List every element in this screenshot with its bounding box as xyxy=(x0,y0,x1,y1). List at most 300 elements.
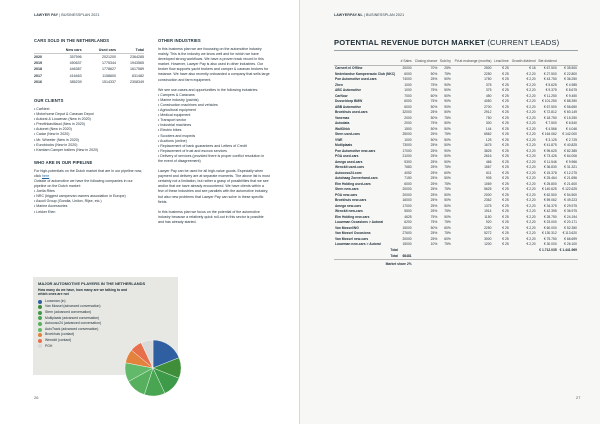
legend-dot xyxy=(38,311,42,315)
table-cell: 3000 xyxy=(484,236,492,241)
table-cell: € 9.966 xyxy=(566,159,577,164)
table-cell: € 25 xyxy=(502,181,509,186)
table-cell: 1150 xyxy=(484,214,492,219)
table-cell: 5272 xyxy=(484,231,492,236)
company-name: Multiplaats xyxy=(335,143,353,148)
table-cell: € 27.500 xyxy=(543,71,557,76)
table-cell: 2308349 xyxy=(130,79,144,84)
table-cell: 1775344 xyxy=(101,61,116,66)
other-industries-para-4: In this business plan we focus on the potential of the automotive industry because a relatively quick roll-out in this sector is possible and has already started. xyxy=(158,209,264,224)
table-row xyxy=(34,79,144,85)
table-cell: 50% xyxy=(430,71,438,76)
table-cell: € 2,20 xyxy=(526,192,536,197)
table-cell: 446387 xyxy=(69,67,82,72)
table-cell: 20000 xyxy=(399,66,413,72)
table-cell: € 8.675 xyxy=(566,88,577,93)
table-cell: € 25 xyxy=(502,176,509,181)
table-cell: 50% xyxy=(444,214,451,219)
table-cell: 2250 xyxy=(484,225,492,230)
legend-dot xyxy=(38,300,42,304)
table-cell: € 164.062 xyxy=(542,132,557,137)
table-cell: € 25 xyxy=(502,148,509,153)
table-cell: 466 xyxy=(485,159,492,164)
table-cell: 75% xyxy=(430,220,438,225)
table-cell: € 25 xyxy=(502,214,509,219)
table-cell: € 29.975 xyxy=(564,203,577,208)
table-cell: 90% xyxy=(444,148,451,153)
table-cell: € 25 xyxy=(502,137,509,142)
table-cell: € 25 xyxy=(502,231,509,236)
table-cell: € 2,20 xyxy=(526,93,536,98)
industry-item: • Transport sector xyxy=(158,118,187,123)
empty-cell xyxy=(413,260,439,269)
major-players-title: MAJOR AUTOMOTIVE PLAYERS IN THE NETHERLANDS xyxy=(38,281,146,286)
table-cell: 6000 xyxy=(404,99,412,104)
company-name: Nederlandse Kampeerauto Club (NKC) xyxy=(335,71,396,76)
legend-label: AutoTrack (advanced conversation) xyxy=(45,326,99,331)
legend-label: Louwman (in) xyxy=(45,298,66,303)
table-cell: 50% xyxy=(430,137,438,142)
table-cell: 144 xyxy=(485,126,492,131)
table-cell: 25% xyxy=(430,203,438,208)
table-cell: 6200 xyxy=(404,220,412,225)
table-cell: 50% xyxy=(444,121,451,126)
table-cell: € 2,20 xyxy=(526,77,536,82)
table-cell: 7000 xyxy=(404,93,412,98)
table-cell: 4050 xyxy=(484,99,492,104)
table-cell: 1000 xyxy=(404,82,412,87)
table-cell: 385239 xyxy=(69,79,82,84)
table-cell: 15000 xyxy=(402,242,412,247)
revenue-col-header: Closing chance xyxy=(414,59,438,63)
table-cell: 60% xyxy=(444,236,451,241)
page-number-right: 27 xyxy=(576,395,581,400)
legend-dot xyxy=(38,344,42,348)
running-header-right xyxy=(334,13,404,17)
table-cell: 25% xyxy=(430,187,438,192)
table-cell: 6562 xyxy=(484,132,492,137)
company-name: PGA new-cars xyxy=(335,192,358,197)
table-cell: € 25 xyxy=(502,165,509,170)
table-cell: € 2,20 xyxy=(526,88,536,93)
major-players-pie-chart xyxy=(123,338,183,398)
market-share-label: Market share 2% xyxy=(334,260,413,269)
legend-dot xyxy=(38,322,42,326)
table-cell: € 2,20 xyxy=(526,220,536,225)
table-cell: 1375 xyxy=(484,203,492,208)
major-players-subtitle: How many do we have, how many are we talking to and which ones are not xyxy=(38,288,128,297)
company-name: WallOhkk xyxy=(335,126,350,131)
table-cell: 631482 xyxy=(132,73,144,78)
table-cell: 1500 xyxy=(404,126,412,131)
header-subtitle: | BUSINESSPLAN 2021 xyxy=(59,13,100,17)
table-cell: € 6.540 xyxy=(566,121,577,126)
industry-item: • Campers & Caravans xyxy=(158,92,195,97)
company-name: Amega new-cars xyxy=(335,203,362,208)
table-cell: € 25 xyxy=(502,203,509,208)
table-cell: 50% xyxy=(444,198,451,203)
table-cell: € 2,20 xyxy=(526,176,536,181)
table-cell: 32000 xyxy=(402,110,412,115)
table-cell: € 34.375 xyxy=(543,203,557,208)
table-cell: 6000 xyxy=(404,104,412,109)
pipeline-outside-text: Outside of automotive we have the following companies in our pipeline on the Dutch market: xyxy=(34,178,133,189)
table-cell: € 22.800 xyxy=(564,71,577,76)
table-cell: € 56.650 xyxy=(564,104,577,109)
table-cell: € 36.830 xyxy=(543,165,557,170)
table-cell: € 64.006 xyxy=(564,154,577,159)
table-cell: € 2,20 xyxy=(526,115,536,120)
table-cell: € 25 xyxy=(502,110,509,115)
table-cell: € 25 xyxy=(502,170,509,175)
table-cell: 50% xyxy=(444,77,451,82)
table-cell: 7683 xyxy=(404,165,412,170)
table-cell: 7150 xyxy=(404,176,412,181)
company-name: Amega used-cars xyxy=(335,159,363,164)
empty-cell xyxy=(492,260,509,269)
table-cell: € 5.625 xyxy=(545,82,557,87)
table-cell: € 9.375 xyxy=(545,88,557,93)
header-brand: LAWYER PAY xyxy=(34,13,59,17)
table-cell: € 21.600 xyxy=(564,181,577,186)
running-header-left xyxy=(34,13,100,17)
cars-col-header: New cars xyxy=(50,47,82,54)
total-bet: € 1.441.969 xyxy=(559,248,577,253)
table-cell: 2912 xyxy=(484,110,492,115)
table-cell: 50% xyxy=(444,176,451,181)
total-growth: € 1.712.035 xyxy=(539,248,557,253)
revenue-title-qualifier: (CURRENT LEADS) xyxy=(487,38,560,47)
table-cell: 1567 xyxy=(484,165,492,170)
header-brand-right: LAWYERPAY.NL xyxy=(334,13,363,17)
table-cell: 5300 xyxy=(404,159,412,164)
table-cell: € 2,20 xyxy=(526,236,536,241)
table-cell: 1778627 xyxy=(101,67,116,72)
company-name: Vanemax xyxy=(335,115,350,120)
industry-item: • Agricultural equipment xyxy=(158,108,196,113)
empty-cell xyxy=(438,260,452,269)
pipeline-item: • Lekker Eten xyxy=(34,209,56,214)
industry-item: • Marine industry (yachts) xyxy=(158,97,199,102)
company-name: Wenckit used-cars xyxy=(335,165,365,170)
table-cell: 5500 xyxy=(404,209,412,214)
table-cell: € 59.062 xyxy=(543,198,557,203)
empty-cell xyxy=(510,260,537,269)
table-cell: 2021200 xyxy=(101,55,116,60)
industry-item: • Replacement of bank guarantees and Letters of Credit xyxy=(158,143,247,148)
revenue-col-header: Sold by xyxy=(439,59,451,63)
table-cell: € 7.500 xyxy=(545,121,557,126)
table-cell: € 18.750 xyxy=(543,115,557,120)
table-cell: 25% xyxy=(430,110,438,115)
table-cell: 25% xyxy=(430,165,438,170)
table-cell: 17000 xyxy=(402,203,412,208)
table-cell: € 2,20 xyxy=(526,181,536,186)
table-cell: 90% xyxy=(444,104,451,109)
client-item: • Kamlam Camper trailers (New in 2020) xyxy=(34,147,99,152)
table-cell: € 54.500 xyxy=(564,192,577,197)
pipeline-item: • Ascoli Group (Gondia, Unilon, Rijse, etc.) xyxy=(34,199,102,204)
table-cell: € 67.500 xyxy=(543,104,557,109)
table-cell: 90% xyxy=(444,82,451,87)
pipeline-title: WHO ARE IN OUR PIPELINE xyxy=(34,159,93,165)
table-cell: 20000 xyxy=(402,187,412,192)
empty-cell xyxy=(452,260,493,269)
table-cell: 75% xyxy=(444,115,451,120)
table-cell: 25% xyxy=(430,192,438,197)
pipeline-item: • NRC (biggest campervan owners association in Europe) xyxy=(34,194,126,199)
table-cell: 50% xyxy=(444,110,451,115)
table-cell: € 122.625 xyxy=(562,187,577,192)
table-cell: € 2,20 xyxy=(526,209,536,214)
company-name: Van Mossel/NG xyxy=(335,225,359,230)
industry-item: • Industrial machines xyxy=(158,123,192,128)
table-cell: € 42.395 xyxy=(543,209,557,214)
table-cell: € 2,20 xyxy=(526,110,536,115)
table-cell: € 2.725 xyxy=(566,137,577,142)
table-cell: 611 xyxy=(486,170,492,175)
table-cell: € 2,20 xyxy=(526,104,536,109)
table-cell: € 41.875 xyxy=(543,143,557,148)
table-cell: € 2,20 xyxy=(526,148,536,153)
table-cell: 20000 xyxy=(402,192,412,197)
company-name: Broekhuis new-cars xyxy=(335,198,367,203)
table-cell: € 75.750 xyxy=(543,236,557,241)
table-cell: € 73.426 xyxy=(543,154,557,159)
table-cell: 75% xyxy=(444,71,451,76)
client-item: • Autorai & Louwman (New in 2020) xyxy=(34,117,91,122)
company-name: CarNow xyxy=(335,93,348,98)
other-industries-para-3: Lawyer Pay can be used for all high-value goods. Especially when payment and delivery are at separate moments. The above list is most certainly not a limitation, but rather a grasp of possibilities that we see and/or that we have already encountered. We have clients within a few of these industries and see parallels with the automotive industry, but also new problems that Lawyer Pay can solve in these specific fields. xyxy=(158,169,270,204)
table-cell: € 21.696 xyxy=(564,176,577,181)
cars-sold-table xyxy=(34,47,144,85)
company-name: Carneef.nl Offline xyxy=(334,66,399,72)
table-cell: 75% xyxy=(430,214,438,219)
table-cell: 1069 xyxy=(484,181,492,186)
company-name: ABC Automotive xyxy=(335,88,362,93)
pipeline-item: • Joelia Rites xyxy=(34,189,55,194)
table-cell: € 82.385 xyxy=(564,148,577,153)
table-cell: 1750 xyxy=(484,77,492,82)
table-cell: € 2,20 xyxy=(526,203,536,208)
table-cell: 300 xyxy=(485,121,492,126)
company-name: Van Mossel Occasions xyxy=(335,231,371,236)
table-cell: € 2,20 xyxy=(526,132,536,137)
table-cell: 1943565 xyxy=(130,61,144,66)
company-name: Louwman new-cars > Autorai xyxy=(335,242,381,247)
table-cell: € 31.321 xyxy=(564,165,577,170)
table-cell: € 25 xyxy=(502,88,509,93)
table-cell: € 25 xyxy=(502,77,509,82)
table-cell: € 9.450 xyxy=(566,93,577,98)
left-column-1 xyxy=(34,38,144,215)
table-cell: 70% xyxy=(413,66,439,72)
table-cell: € 25 xyxy=(502,198,509,203)
table-cell: € 60.000 xyxy=(543,225,557,230)
company-name: VWE xyxy=(335,137,343,142)
table-cell: 75% xyxy=(444,187,451,192)
table-cell: 2250 xyxy=(484,71,492,76)
table-cell: € 28.750 xyxy=(543,214,557,219)
table-cell: 2000 xyxy=(484,192,492,197)
other-industries-para-2: We see use-cases and opportunities in the following industries: xyxy=(158,87,259,92)
table-cell: € 20.171 xyxy=(564,220,577,225)
table-cell: 125 xyxy=(485,137,492,142)
table-cell: 25% xyxy=(430,176,438,181)
table-cell: 25% xyxy=(430,132,438,137)
table-cell: € 60.149 xyxy=(564,110,577,115)
pipeline-intro xyxy=(34,169,144,179)
table-cell: 50% xyxy=(444,154,451,159)
table-cell: 75% xyxy=(444,209,451,214)
table-cell: 50% xyxy=(444,126,451,131)
table-cell: € 30.000 xyxy=(543,242,557,247)
table-cell: 2019 xyxy=(34,61,42,66)
table-cell: 50% xyxy=(444,143,451,148)
table-cell: 25% xyxy=(430,170,438,175)
table-cell: € 88.390 xyxy=(564,99,577,104)
company-name: Wenckit new-cars xyxy=(335,209,363,214)
table-cell: € 36.975 xyxy=(564,209,577,214)
table-cell: € 2,20 xyxy=(526,82,536,87)
table-cell: 25% xyxy=(430,159,438,164)
table-cell: € 62.500 xyxy=(543,192,557,197)
table-cell: € 35.500 xyxy=(558,66,578,72)
table-cell: 2016 xyxy=(34,79,42,84)
table-cell: € 25 xyxy=(502,115,509,120)
table-cell: € 101.250 xyxy=(542,99,557,104)
table-cell: 1200 xyxy=(484,242,492,247)
table-cell: 6000 xyxy=(404,71,412,76)
table-cell: 50% xyxy=(444,93,451,98)
table-cell: € 2,20 xyxy=(526,154,536,159)
table-cell: € 67.500 xyxy=(537,66,558,72)
table-cell: 1675 xyxy=(484,143,492,148)
table-cell: € 25 xyxy=(502,209,509,214)
table-cell: € 3.125 xyxy=(545,137,557,142)
legend-label: Van Mossel (advanced conversation) xyxy=(45,304,101,309)
table-cell: € 11.250 xyxy=(544,93,557,98)
table-cell: 16000 xyxy=(402,198,412,203)
table-cell: 50% xyxy=(430,104,438,109)
company-name: Broekhuis used-cars xyxy=(335,110,368,115)
table-cell: € 25 xyxy=(502,192,509,197)
company-name: Pon Automotive new-cars xyxy=(335,148,376,153)
industries-list xyxy=(158,93,270,164)
table-cell: 3825 xyxy=(484,148,492,153)
table-cell: € 2,20 xyxy=(526,214,536,219)
table-cell: 75% xyxy=(444,181,451,186)
industry-item: • Construction machines and vehicles xyxy=(158,102,218,107)
legend-dot xyxy=(38,305,42,309)
table-cell: 450 xyxy=(485,93,492,98)
table-cell: € 25 xyxy=(502,121,509,126)
table-cell: 25% xyxy=(430,209,438,214)
cars-col-header: Used cars xyxy=(82,47,116,54)
table-cell: € 25 xyxy=(502,93,509,98)
table-cell: € 66.699 xyxy=(564,236,577,241)
revenue-title-main: POTENTIAL REVENUE DUTCH MARKET xyxy=(334,38,485,47)
table-cell: € 25 xyxy=(502,82,509,87)
table-cell: 416463 xyxy=(69,73,82,78)
client-item: • CarNext xyxy=(34,106,50,111)
table-cell: 25% xyxy=(430,77,438,82)
table-cell: 2700 xyxy=(484,104,492,109)
revenue-col-header: Pd at exchange (months) xyxy=(454,59,492,63)
table-cell: 90% xyxy=(444,99,451,104)
table-cell: 60% xyxy=(444,225,451,230)
empty-cell xyxy=(537,260,558,269)
table-cell: 375 xyxy=(485,82,492,87)
table-cell: € 25 xyxy=(502,104,509,109)
table-cell: € 2,20 xyxy=(526,165,536,170)
table-cell: € 25 xyxy=(502,220,509,225)
table-cell: € 49.223 xyxy=(564,198,577,203)
header-subtitle-right: | BUSINESSPLAN 2021 xyxy=(363,13,405,17)
table-cell: 50% xyxy=(430,225,438,230)
table-cell: 17000 xyxy=(402,148,412,153)
table-cell: 750 xyxy=(485,115,492,120)
table-cell: € 2,20 xyxy=(526,126,536,131)
pipeline-list xyxy=(34,189,144,214)
table-cell: € 2,20 xyxy=(526,231,536,236)
legend-dot xyxy=(38,316,42,320)
cars-sold-title: CARS SOLD IN THE NETHERLANDS xyxy=(34,38,110,43)
table-cell: € 15.250 xyxy=(564,115,577,120)
table-cell: € 4.985 xyxy=(566,82,577,87)
revenue-table xyxy=(334,60,578,269)
table-cell: 25% xyxy=(430,143,438,148)
company-name: ABB Automotive xyxy=(335,104,362,109)
revenue-col-header: Lead time xyxy=(494,59,509,63)
table-cell: 25% xyxy=(430,148,438,153)
company-name: Autodata xyxy=(335,121,350,126)
table-cell: 75% xyxy=(444,231,451,236)
table-cell: 75% xyxy=(430,88,438,93)
table-cell: 25% xyxy=(430,231,438,236)
company-name: Zhen xyxy=(335,82,343,87)
table-cell: € 2,20 xyxy=(526,71,536,76)
empty-cell xyxy=(558,260,578,269)
table-cell: € 2,20 xyxy=(526,198,536,203)
table-cell: 375 xyxy=(485,88,492,93)
left-column-2 xyxy=(158,38,270,230)
total-sales: 68481 xyxy=(402,253,412,258)
table-cell: € 2,20 xyxy=(526,225,536,230)
client-item: • Autonet (New in 2020) xyxy=(34,127,72,132)
table-cell: 50% xyxy=(430,126,438,131)
legend-dot xyxy=(38,328,42,332)
table-cell: € 72.812 xyxy=(543,110,557,115)
company-name: Autohaag Zoeverhand-cars xyxy=(335,176,378,181)
table-cell: 25% xyxy=(430,181,438,186)
pipeline-intro-text: For high-potentials on the Dutch market that are in our pipeline now, click xyxy=(34,168,143,178)
table-cell: € 25 xyxy=(502,236,509,241)
pipeline-here-link[interactable]: here xyxy=(42,173,50,178)
table-cell: € 2,20 xyxy=(526,121,536,126)
table-cell: 60% xyxy=(430,93,438,98)
table-cell: 905 xyxy=(485,176,492,181)
table-cell: € 2,20 xyxy=(526,187,536,192)
our-clients-title: OUR CLIENTS xyxy=(34,97,64,103)
table-cell: 75% xyxy=(444,242,451,247)
table-cell: € 25 xyxy=(492,66,509,72)
client-item: • Cadar (New in 2020) xyxy=(34,132,70,137)
table-cell: 25% xyxy=(430,198,438,203)
legend-label: Multiplaats (advanced conversation) xyxy=(45,315,100,320)
table-cell: 75% xyxy=(444,165,451,170)
table-cell: € 52.350 xyxy=(564,225,577,230)
